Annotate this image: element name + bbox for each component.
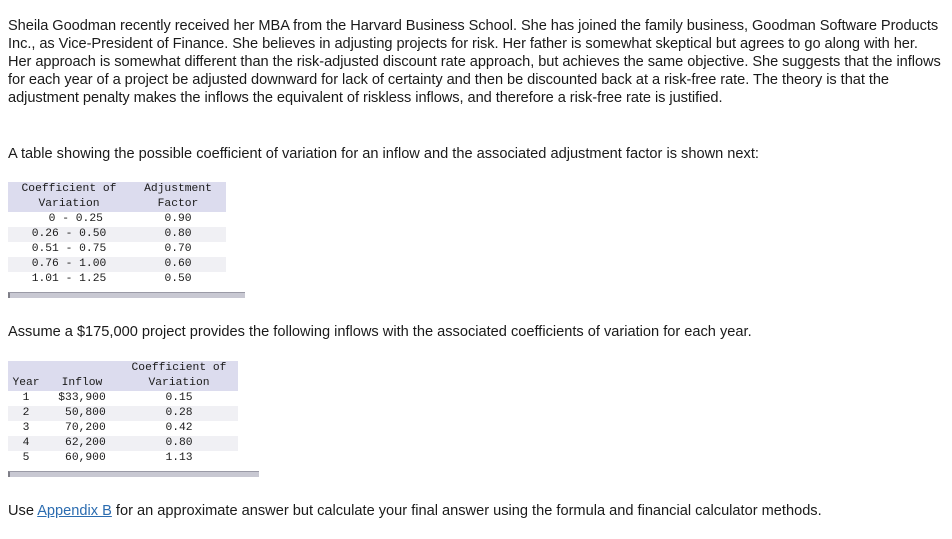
inflow-table xyxy=(8,361,238,466)
table-row xyxy=(8,391,238,406)
table-row xyxy=(8,451,238,466)
table-intro-text: A table showing the possible coefficient of variation for an inflow and the associated adjustment factor is shown next: xyxy=(8,146,759,162)
adjustment-factor-cell: 0.90 xyxy=(130,212,226,227)
table-row xyxy=(8,212,226,227)
adjustment-factor-cell: 0.80 xyxy=(130,227,226,242)
assumption-paragraph: Assume a $175,000 project provides the following inflows with the associated coefficients of variation for each year. xyxy=(8,324,752,340)
footer-text-after: for an approximate answer but calculate your final answer using the formula and financial calculator methods. xyxy=(111,503,822,519)
header-coefficient-of-variation: Coefficient of Variation xyxy=(120,361,238,391)
header-year: Year xyxy=(8,361,44,391)
cv-range-cell: 0.51 - 0.75 xyxy=(8,242,130,257)
cv-cell: 0.28 xyxy=(120,406,238,421)
inflow-cell: 60,900 xyxy=(44,451,120,466)
header-adjustment-factor: Adjustment Factor xyxy=(130,182,226,212)
appendix-b-link[interactable]: Appendix B xyxy=(37,503,112,519)
instructions-footer xyxy=(8,502,822,520)
inflow-cell: 62,200 xyxy=(44,436,120,451)
table-row xyxy=(8,406,238,421)
year-cell: 3 xyxy=(8,421,44,436)
cv-range-cell: 0 - 0.25 xyxy=(8,212,130,227)
table-row xyxy=(8,257,226,272)
adjustment-factor-cell: 0.60 xyxy=(130,257,226,272)
table-row xyxy=(8,421,238,436)
table-bottom-rule xyxy=(8,292,245,298)
inflow-cell: $33,900 xyxy=(44,391,120,406)
header-coefficient-of-variation: Coefficient of Variation xyxy=(8,182,130,212)
problem-intro-paragraph: Sheila Goodman recently received her MBA from the Harvard Business School. She has joined the family business, Goodman Software Products Inc., as Vice-President of Finance. She believes in adjusting projects for risk. Her father is somewhat skeptical but agrees to go along with her. Her approach is somewhat different than the risk-adjusted discount rate approach, but achieves the same objective. She suggests that the inflows for each year of a project be adjusted downward for lack of certainty and then be discounted back at a risk-free rate. The theory is that the adjustment penalty makes the inflows the equivalent of riskless inflows, and therefore a risk-free rate is justified. xyxy=(8,18,941,106)
inflow-cell: 70,200 xyxy=(44,421,120,436)
table-header-row xyxy=(8,182,226,212)
cv-cell: 0.15 xyxy=(120,391,238,406)
year-cell: 5 xyxy=(8,451,44,466)
adjustment-factor-cell: 0.70 xyxy=(130,242,226,257)
table-row xyxy=(8,436,238,451)
cv-range-cell: 0.76 - 1.00 xyxy=(8,257,130,272)
cv-cell: 0.42 xyxy=(120,421,238,436)
cv-cell: 1.13 xyxy=(120,451,238,466)
coefficient-adjustment-table xyxy=(8,182,226,287)
table-row xyxy=(8,272,226,287)
table-header-row xyxy=(8,361,238,391)
year-cell: 4 xyxy=(8,436,44,451)
table-row xyxy=(8,227,226,242)
adjustment-factor-cell: 0.50 xyxy=(130,272,226,287)
inflow-cell: 50,800 xyxy=(44,406,120,421)
cv-range-cell: 1.01 - 1.25 xyxy=(8,272,130,287)
footer-text-before: Use xyxy=(8,503,38,519)
table-row xyxy=(8,242,226,257)
header-inflow: Inflow xyxy=(44,361,120,391)
cv-range-cell: 0.26 - 0.50 xyxy=(8,227,130,242)
year-cell: 1 xyxy=(8,391,44,406)
table-bottom-rule xyxy=(8,471,259,477)
year-cell: 2 xyxy=(8,406,44,421)
cv-cell: 0.80 xyxy=(120,436,238,451)
